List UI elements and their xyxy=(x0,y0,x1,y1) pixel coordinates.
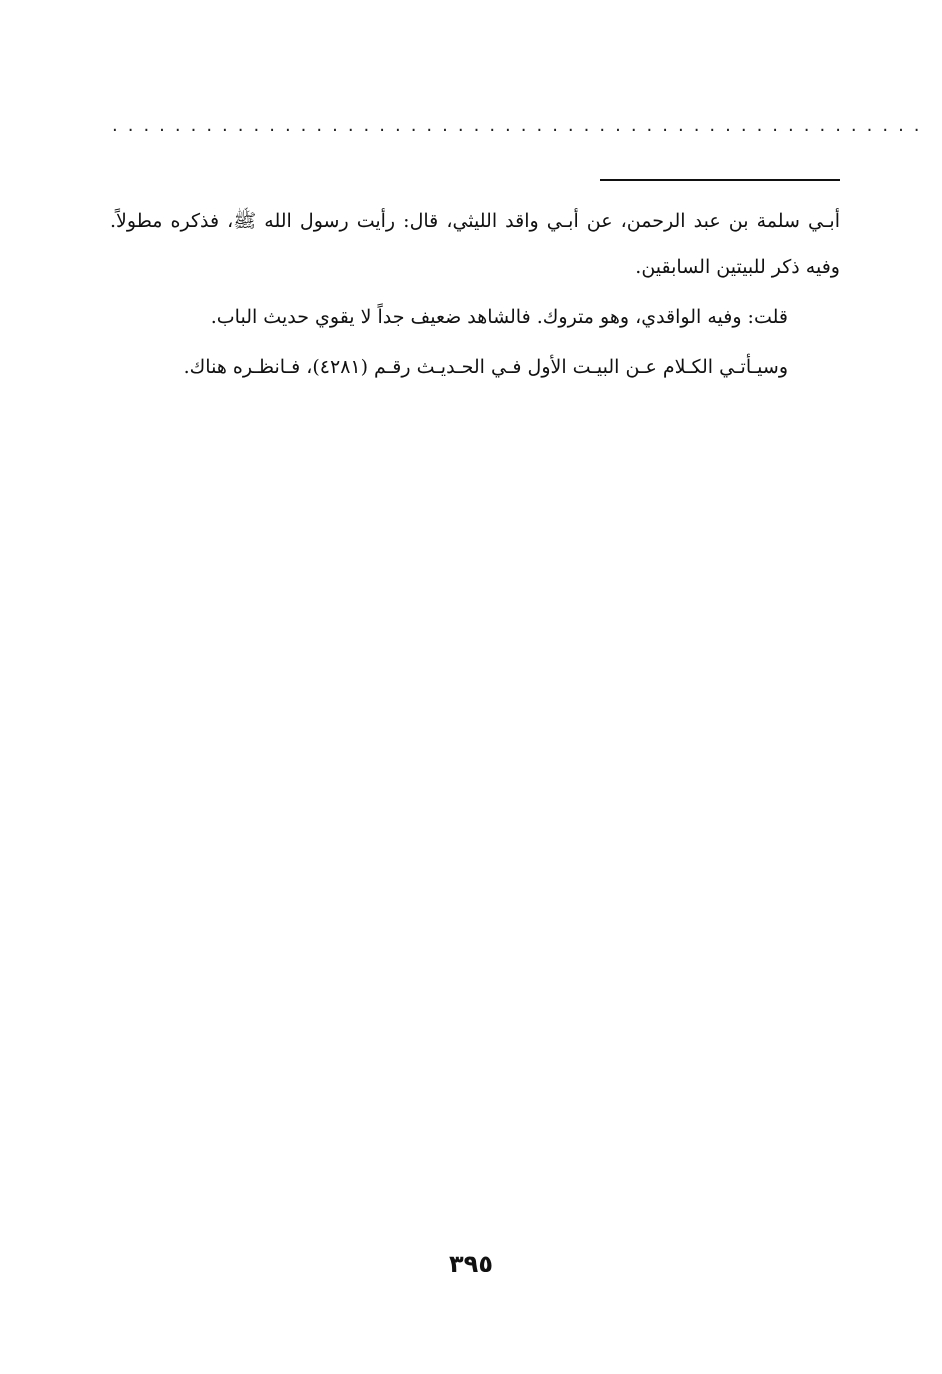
footnotes-section xyxy=(110,198,840,394)
footnote-paragraph-3: وسيـأتـي الكـلام عـن البيـت الأول فـي الحـديـث رقـم (٤٢٨١)، فـانظـره هناك. xyxy=(183,356,788,378)
footnote-paragraph-1: أبـي سلمة بن عبد الرحمن، عن أبـي واقد الليثي، قال: رأيت رسول الله ﷺ، فذكره مطولاً. وفيه ذكر للبيتين السابقين. xyxy=(110,210,840,278)
page-number: ٣٩٥ xyxy=(449,1250,493,1278)
footnote-separator-line xyxy=(600,179,840,181)
content-continuation-dots: .................................................... xyxy=(112,115,930,136)
footnote-paragraph-2: قلت: وفيه الواقدي، وهو متروك. فالشاهد ضعيف جداً لا يقوي حديث الباب. xyxy=(210,306,788,328)
